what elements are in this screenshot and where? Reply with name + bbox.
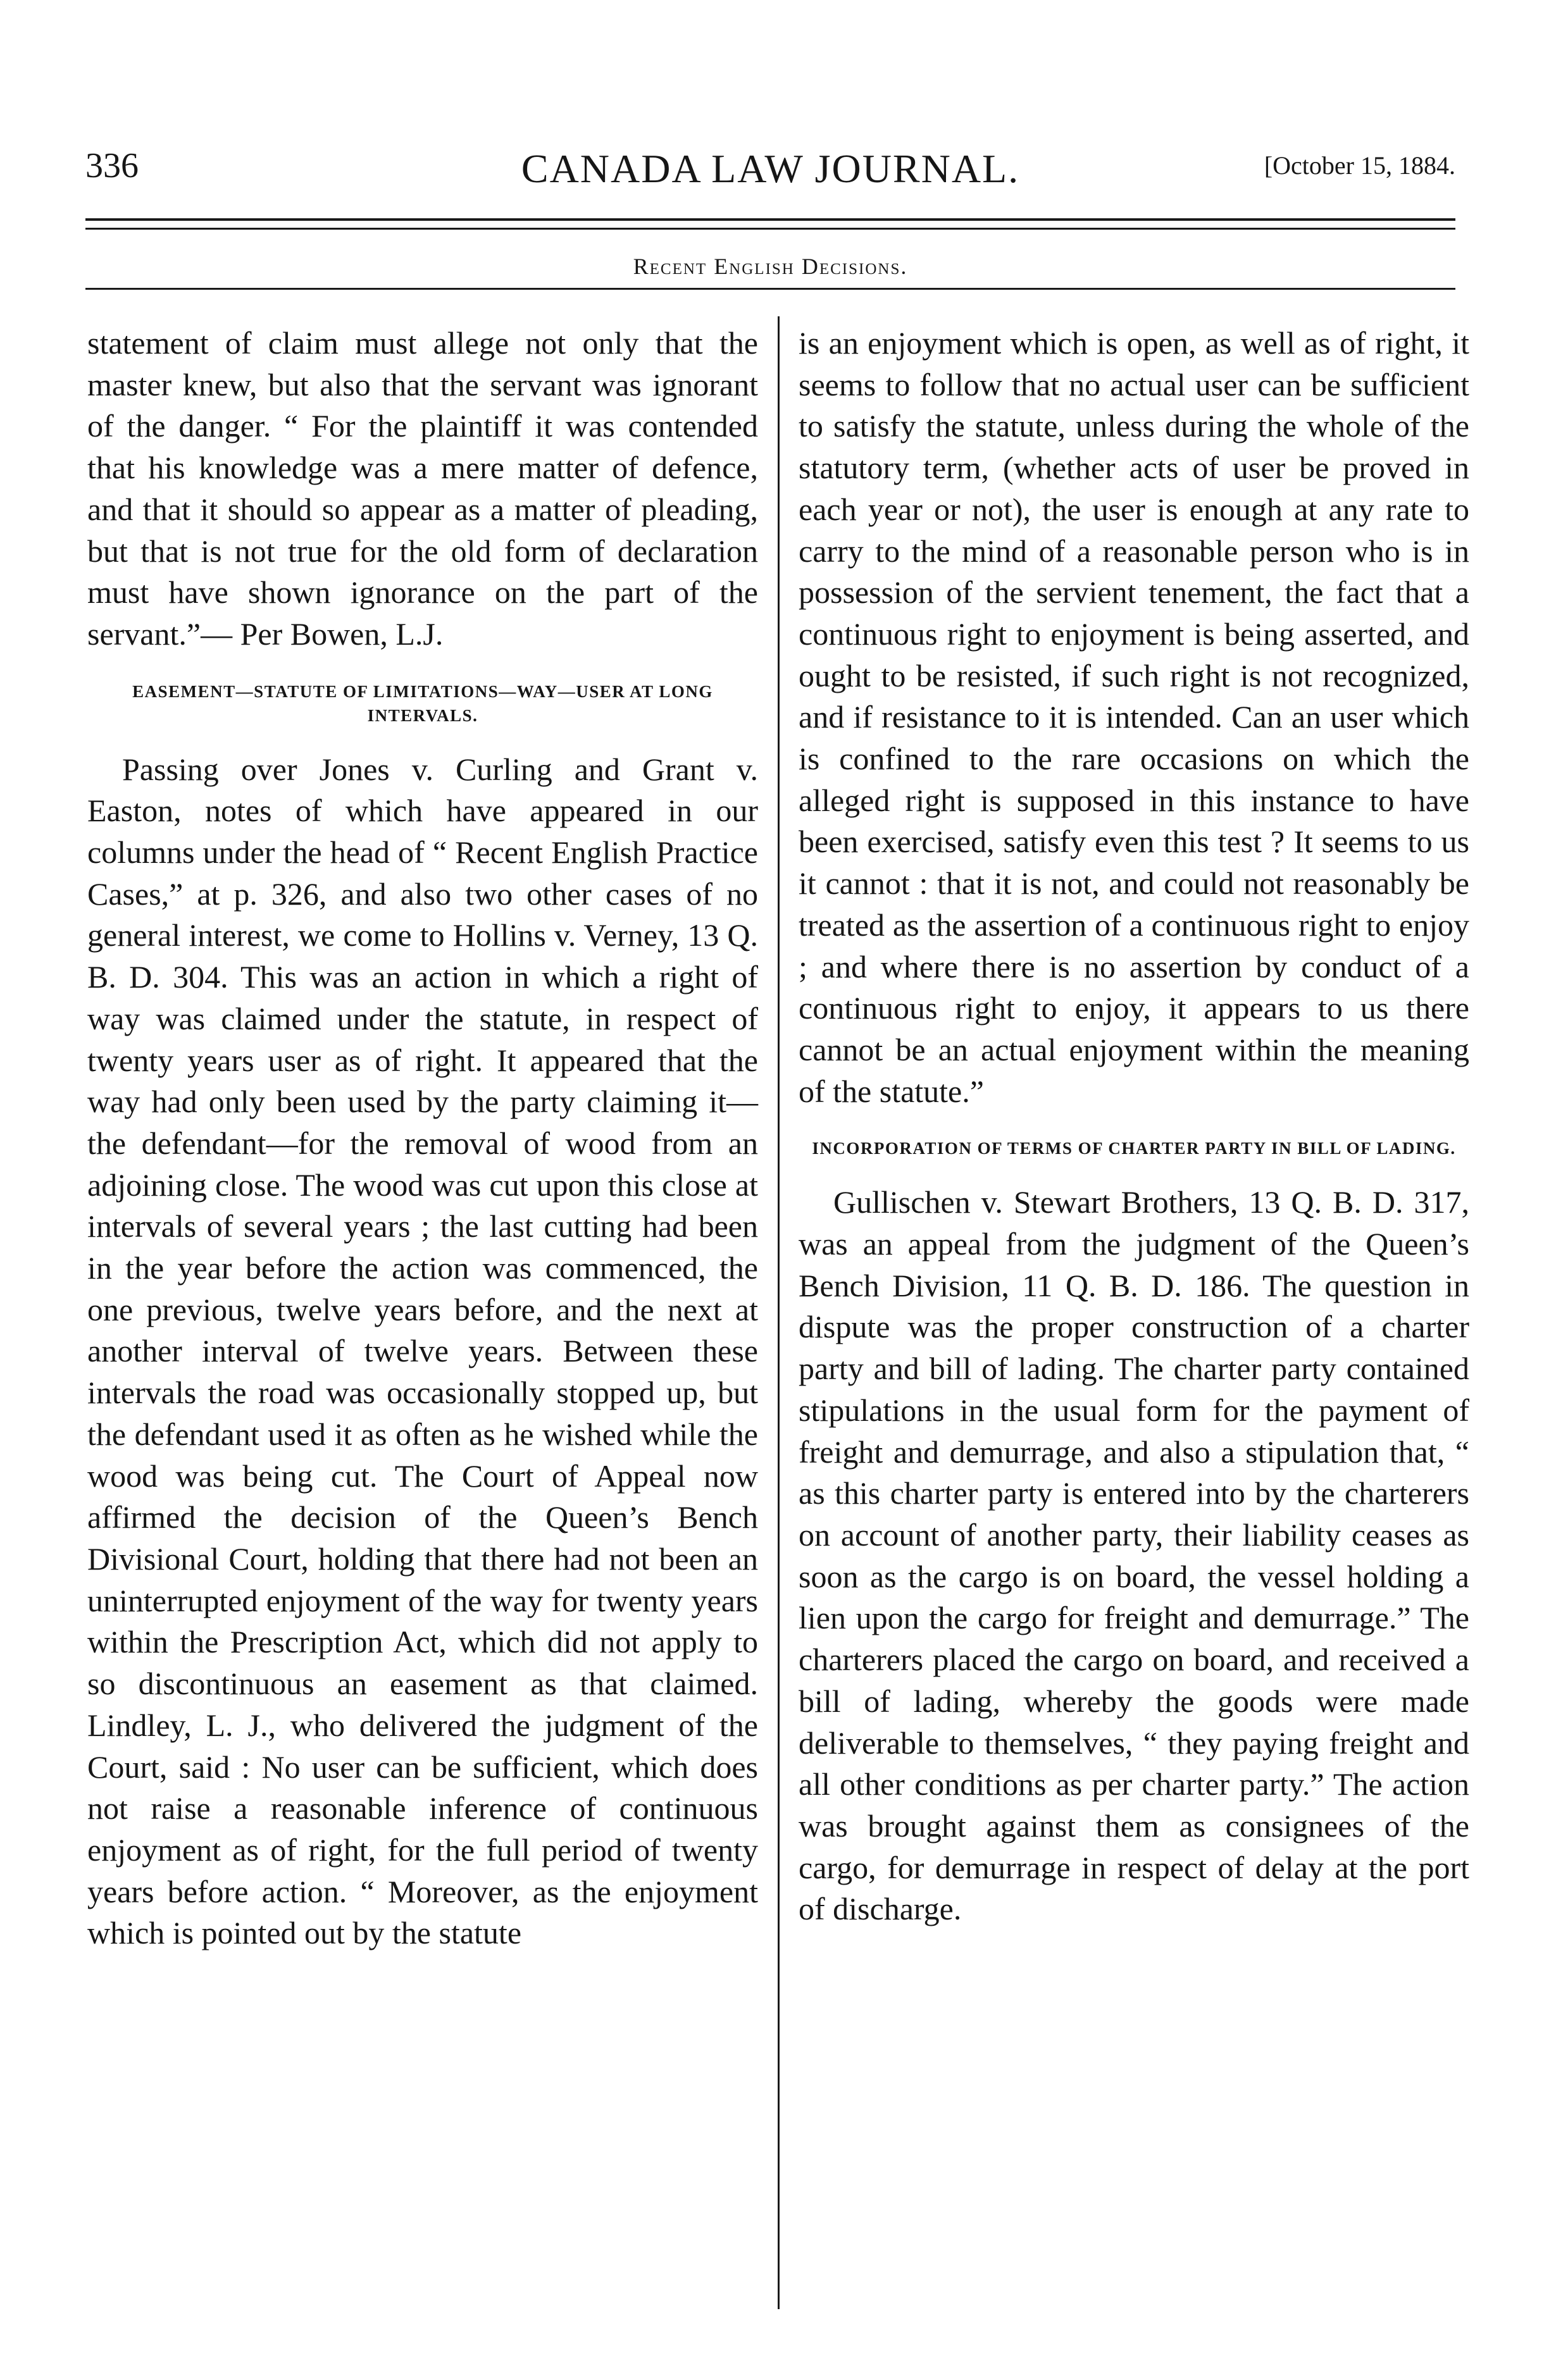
case-heading: EASEMENT—STATUTE OF LIMITATIONS—WAY—USER AT LONG INTERVALS. (132, 681, 713, 725)
section-title: Recent English Decisions. (633, 254, 908, 279)
paragraph: Gullischen v. Stewart Brothers, 13 Q. B. D. 317, was an appeal from the judgment of the Queen’s Bench Division, 11 Q. B. D. 186. The question in dispute was the proper construction of a charter party and bill of lading. The charter party contained stipulations in the usual form for the payment of freight and demurrage, and also a stipulation that, “ as this charter party is entered into by the charterers on account of another party, their liability ceases as soon as the cargo is on board, the vessel holding a lien upon the cargo for freight and demurrage.” The charterers placed the cargo on board, and received a bill of lading, whereby the goods were made deliverable to themselves, “ they paying freight and all other conditions as per charter party.” The action was brought against them as consignees of the cargo, for demurrage in respect of delay at the port of discharge. (799, 1184, 1469, 1927)
journal-title: CANADA LAW JOURNAL. (521, 146, 1020, 191)
case-heading: INCORPORATION OF TERMS OF CHARTER PARTY IN BILL OF LADING. (812, 1139, 1456, 1158)
section-rule (85, 288, 1455, 290)
left-column (87, 323, 758, 1954)
header-rule-top (85, 218, 1455, 221)
page-number: 336 (85, 146, 139, 185)
paragraph: Passing over Jones v. Curling and Grant v. Easton, notes of which have appeared in our columns under the head of “ Recent English Practice Cases,” at p. 326, and also two other cases of no general interest, we come to Hollins v. Verney, 13 Q. B. D. 304. This was an action in which a right of way was claimed under the statute, in respect of twenty years user as of right. It appeared that the way had only been used by the party claiming it—the defendant—for the removal of wood from an adjoining close. The wood was cut upon this close at intervals of several years ; the last cutting had been in the year before the action was commenced, the one previous, twelve years before, and the next at another interval of twelve years. Between these intervals the road was occasionally stopped up, but the defendant used it as often as he wished while the wood was being cut. The Court of Appeal now affirmed the decision of the Queen’s Bench Divisional Court, holding that there had not been an uninterrupted enjoyment of the way for twenty years within the Prescription Act, which did not apply to so discontinuous an easement as that claimed. Lindley, L. J., who delivered the judgment of the Court, said : No user can be sufficient, which does not raise a reasonable inference of continuous enjoyment as of right, for the full period of twenty years before action. “ Moreover, as the enjoyment which is pointed out by the statute (87, 751, 758, 1951)
column-divider (778, 316, 780, 2309)
right-column (799, 323, 1469, 1930)
page-header (85, 146, 1455, 209)
paragraph: is an enjoyment which is open, as well as of right, it seems to follow that no actual user can be sufficient to satisfy the statute, unless during the whole of the statutory term, (whether acts of user be proved in each year or not), the user is enough at any rate to carry to the mind of a reasonable person who is in possession of the servient tenement, the fact that a continuous right to enjoyment is being asserted, and ought to be resisted, if such right is not recognized, and if resistance to it is intended. Can an user which is confined to the rare occasions on which the alleged right is supposed in this instance to have been exercised, satisfy even this test ? It seems to us it cannot : that it is not, and could not reasonably be treated as the assertion of a continuous right to enjoy ; and where there is no assertion by conduct of a continuous right to enjoy, it appears to us there cannot be an actual enjoyment within the meaning of the statute.” (799, 325, 1469, 1109)
header-rule-bottom (85, 228, 1455, 230)
issue-date: [October 15, 1884. (1264, 151, 1455, 180)
paragraph: statement of claim must allege not only that the master knew, but also that the servant was ignorant of the danger. “ For the plaintiff it was contended that his knowledge was a mere matter of defence, and that it should so appear as a matter of pleading, but that is not true for the old form of declaration must have shown ignorance on the part of the servant.”— Per Bowen, L.J. (87, 325, 758, 652)
